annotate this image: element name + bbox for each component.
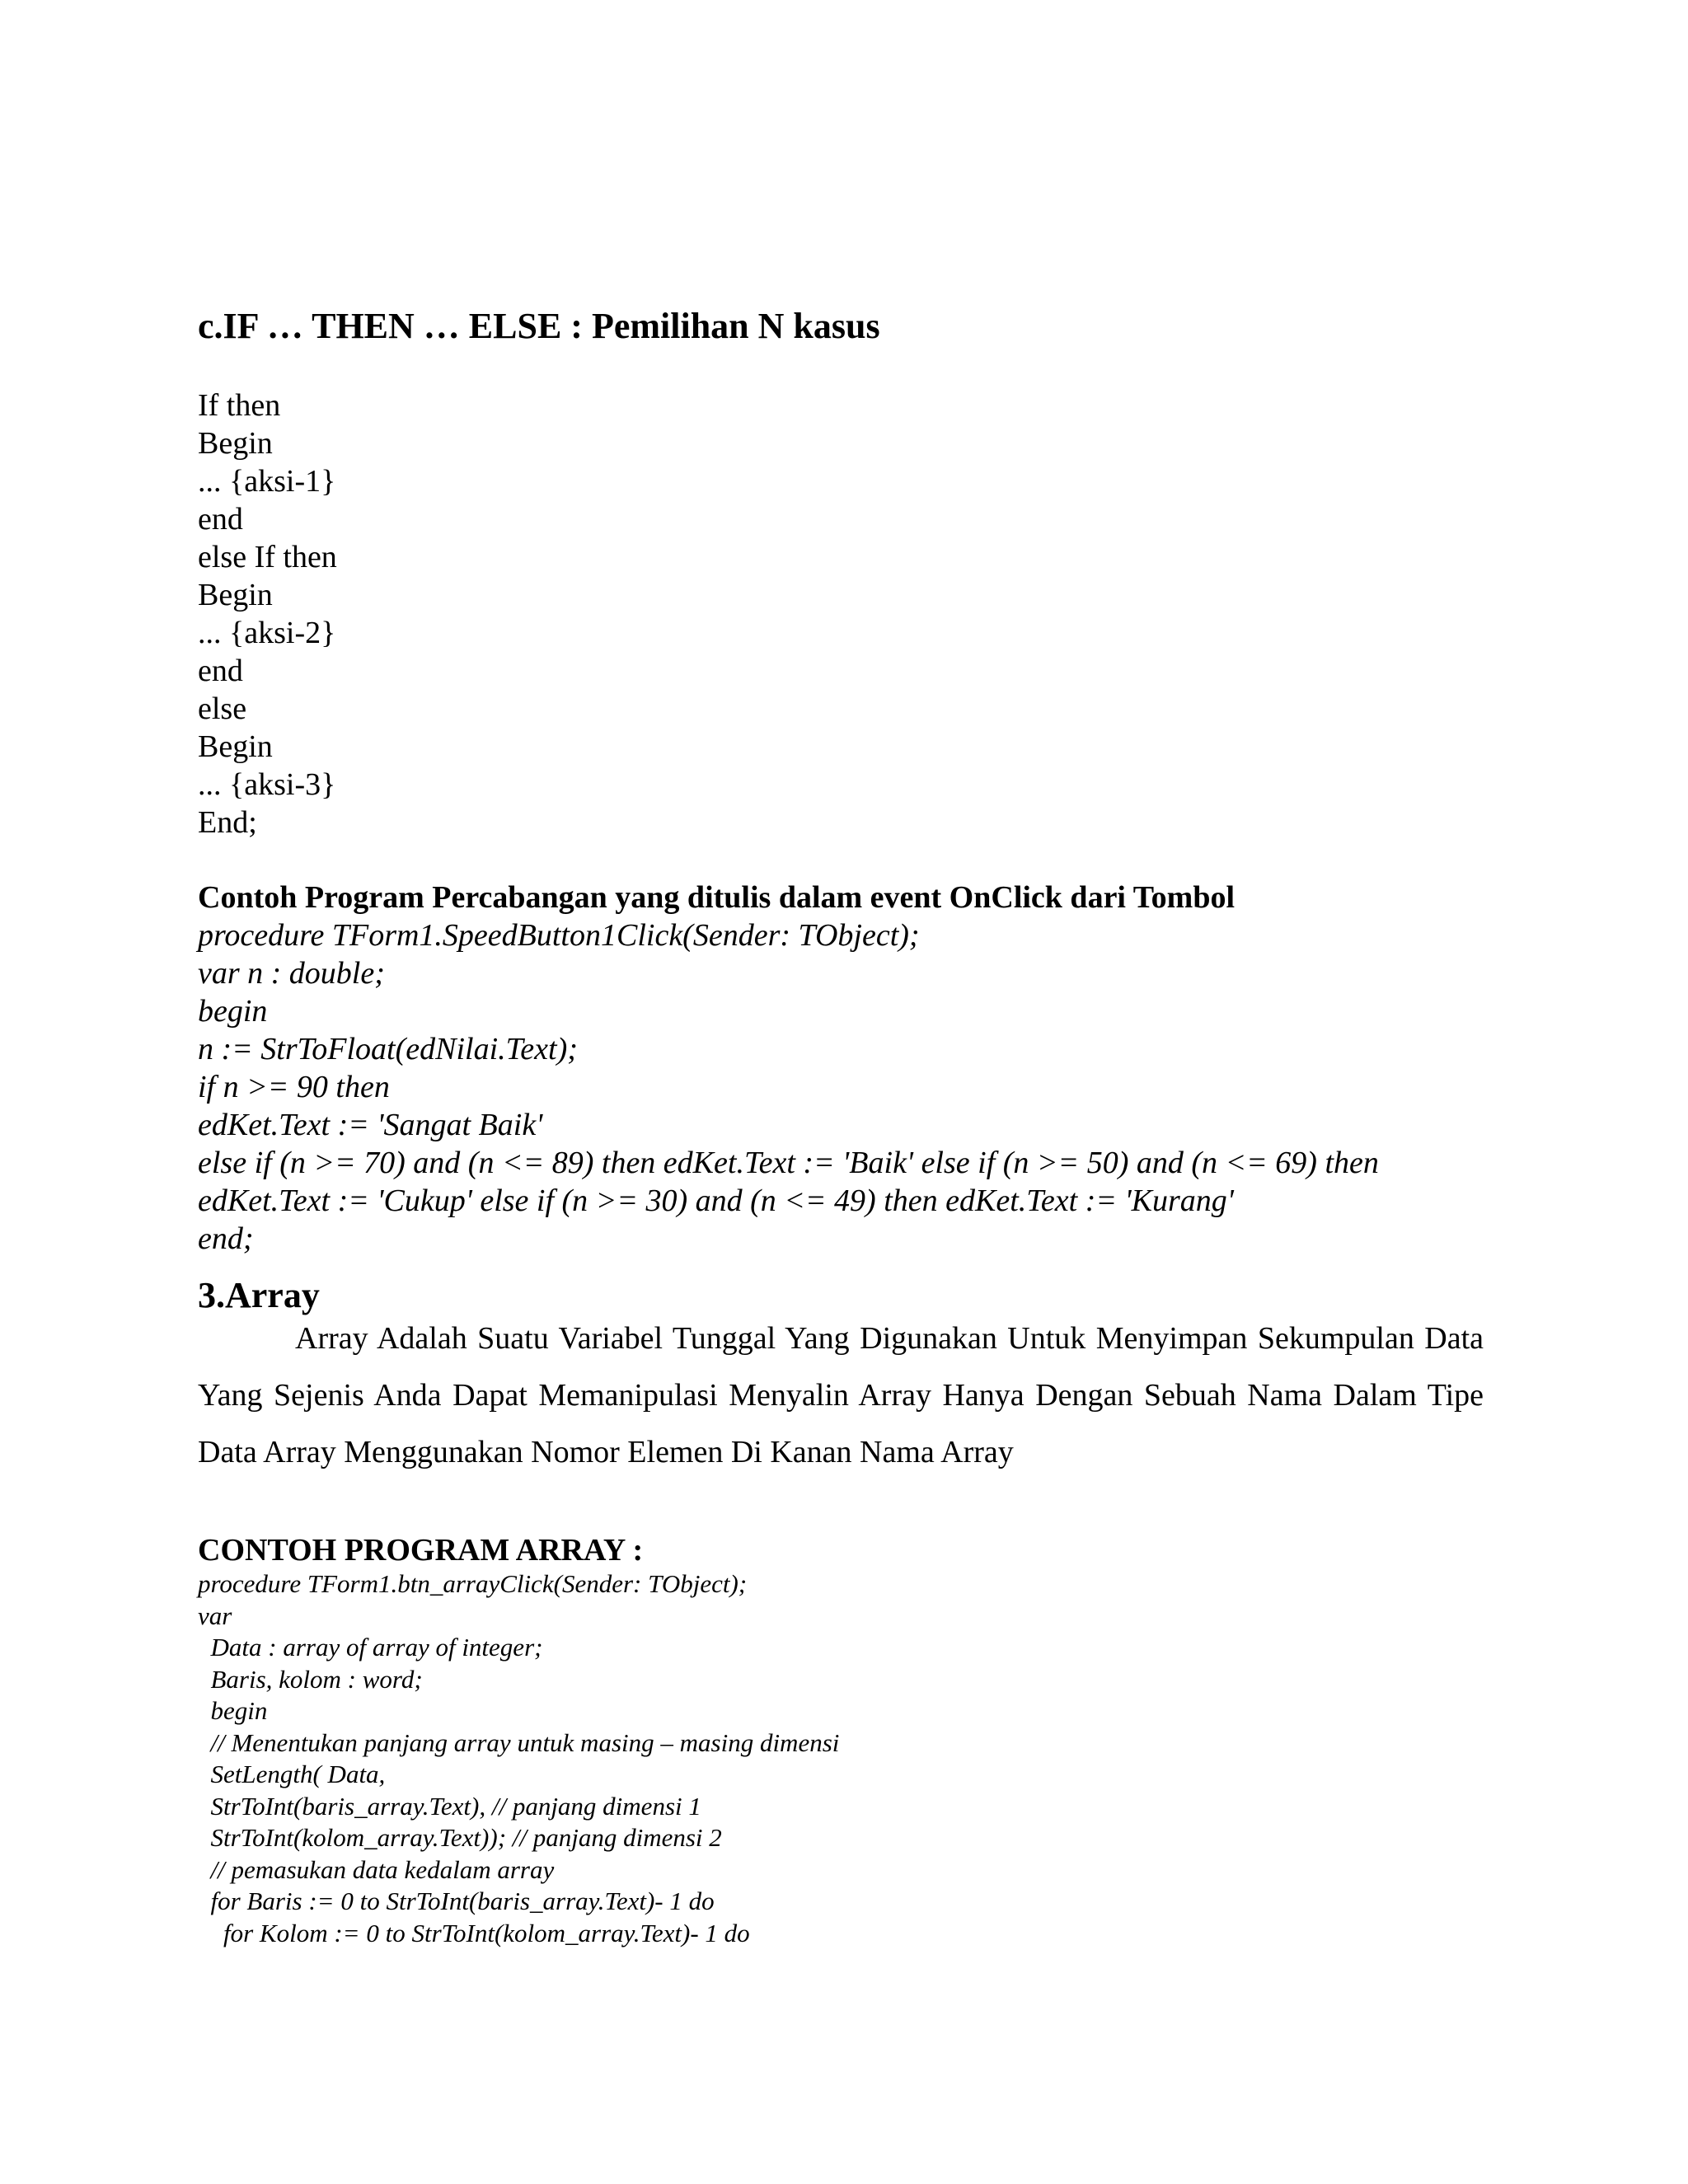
code-line: if n >= 90 then — [198, 1070, 390, 1104]
pseudocode-line: end — [198, 502, 243, 537]
page-content — [198, 305, 1484, 1949]
pseudocode-line: ... {aksi-2} — [198, 616, 336, 650]
branching-code-block — [198, 916, 1484, 1258]
code-line: Data : array of array of integer; — [198, 1633, 543, 1661]
code-line: SetLength( Data, — [198, 1760, 386, 1788]
code-line: procedure TForm1.btn_arrayClick(Sender: TObject); — [198, 1569, 748, 1598]
pseudocode-line: else If then — [198, 540, 337, 574]
code-line: procedure TForm1.SpeedButton1Click(Sender: TObject); — [198, 918, 920, 953]
branching-example-title: Contoh Program Percabangan yang ditulis dalam event OnClick dari Tombol — [198, 880, 1236, 915]
code-line: var — [198, 1601, 232, 1630]
code-line: // Menentukan panjang array untuk masing – masing dimensi — [198, 1727, 840, 1757]
pseudocode-line: If then — [198, 388, 281, 423]
array-code-block — [198, 1568, 1484, 1949]
code-line: else if (n >= 70) and (n <= 89) then edKet.Text := 'Baik' else if (n >= 50) and (n <= 69) then — [198, 1146, 1379, 1180]
pseudocode-line: Begin — [198, 578, 273, 612]
pseudocode-line: end — [198, 654, 243, 688]
pseudocode-line: Begin — [198, 426, 273, 461]
code-line: begin — [198, 994, 268, 1029]
pseudocode-line: End; — [198, 805, 257, 840]
array-definition-paragraph: Array Adalah Suatu Variabel Tunggal Yang Digunakan Untuk Menyimpan Sekumpulan Data Yang Sejenis Anda Dapat Memanipulasi Menyalin Array Hanya Dengan Sebuah Nama Dalam Tipe Data Array Menggunakan Nomor Elemen Di Kanan Nama Array — [198, 1321, 1484, 1469]
code-line: StrToInt(kolom_array.Text)); // panjang dimensi 2 — [198, 1823, 722, 1852]
code-line: for Kolom := 0 to StrToInt(kolom_array.Text)- 1 do — [198, 1918, 750, 1947]
code-line: for Baris := 0 to StrToInt(baris_array.Text)- 1 do — [198, 1886, 715, 1915]
code-line: edKet.Text := 'Sangat Baik' — [198, 1108, 543, 1142]
code-line: Baris, kolom : word; — [198, 1664, 423, 1694]
code-line: // pemasukan data kedalam array — [198, 1854, 555, 1884]
code-line: StrToInt(baris_array.Text), // panjang dimensi 1 — [198, 1791, 701, 1821]
pseudocode-line: else — [198, 691, 247, 726]
code-line: var n : double; — [198, 956, 385, 991]
section-c-heading: c.IF … THEN … ELSE : Pemilihan N kasus — [198, 306, 880, 346]
pseudocode-block — [198, 387, 1484, 841]
pseudocode-line: ... {aksi-1} — [198, 464, 336, 499]
code-line: edKet.Text := 'Cukup' else if (n >= 30) and (n <= 49) then edKet.Text := 'Kurang' — [198, 1183, 1234, 1218]
pseudocode-line: ... {aksi-3} — [198, 767, 336, 802]
code-line: begin — [198, 1696, 268, 1725]
array-section-heading: 3.Array — [198, 1275, 320, 1315]
array-example-title: CONTOH PROGRAM ARRAY : — [198, 1533, 644, 1568]
code-line: end; — [198, 1221, 254, 1256]
code-line: n := StrToFloat(edNilai.Text); — [198, 1032, 578, 1066]
pseudocode-line: Begin — [198, 729, 273, 764]
